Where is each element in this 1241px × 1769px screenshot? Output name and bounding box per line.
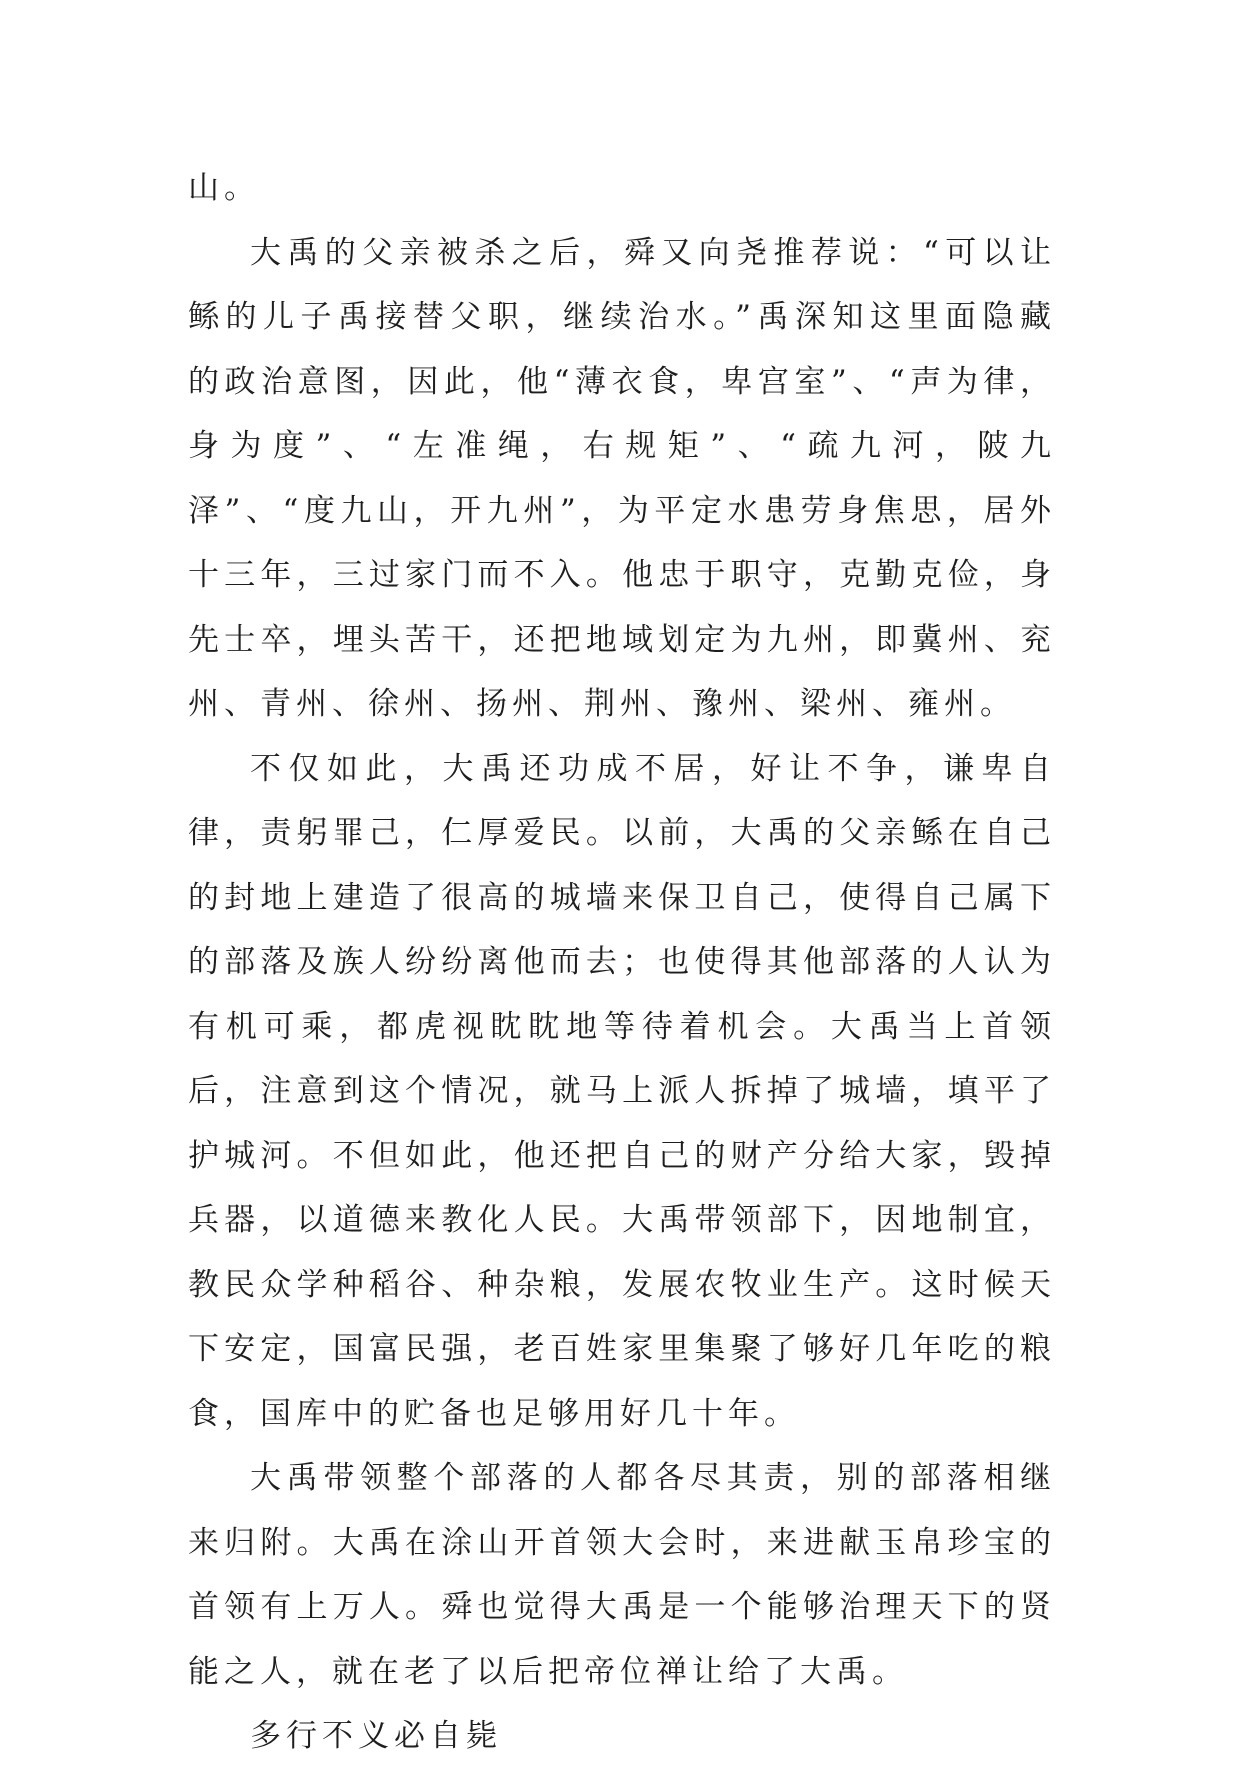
paragraph-yu-virtues: 不仅如此，大禹还功成不居，好让不争，谦卑自律，责躬罪己，仁厚爱民。以前，大禹的父亲鲧在自己的封地上建造了很高的城墙来保卫自己，使得自己属下的部落及族人纷纷离他而去；也使得其他部落的人认为有机可乘，都虎视眈眈地等待着机会。大禹当上首领后，注意到这个情况，就马上派人拆掉了城墙，填平了护城河。不但如此，他还把自己的财产分给大家，毁掉兵器，以道德来教化人民。大禹带领部下，因地制宜，教民众学种稻谷、种杂粮，发展农牧业生产。这时候天下安定，国富民强，老百姓家里集聚了够好几年吃的粮食，国库中的贮备也足够用好几十年。 [188,750,1056,1432]
paragraph-continuation: 山。 [188,170,260,206]
paragraph-yu-succeeds-father: 大禹的父亲被杀之后，舜又向尧推荐说：“可以让鲧的儿子禹接替父职，继续治水。”禹深知这里面隐藏的政治意图，因此，他“薄衣食，卑宫室”、“声为律，身为度”、“左准绳，右规矩”、“疏九河，陂九泽”、“度九山，开九州”，为平定水患劳身焦思，居外十三年，三过家门而不入。他忠于职守，克勤克俭，身先士卒，埋头苦干，还把地域划定为九州，即冀州、兖州、青州、徐州、扬州、荆州、豫州、梁州、雍州。 [188,234,1057,722]
paragraph-yu-becomes-emperor: 大禹带领整个部落的人都各尽其责，别的部落相继来归附。大禹在涂山开首领大会时，来进献玉帛珍宝的首领有上万人。舜也觉得大禹是一个能够治理天下的贤能之人，就在老了以后把帝位禅让给了大禹。 [188,1460,1056,1690]
body-text [188,156,1056,1769]
section-heading: 多行不义必自毙 [250,1718,502,1754]
